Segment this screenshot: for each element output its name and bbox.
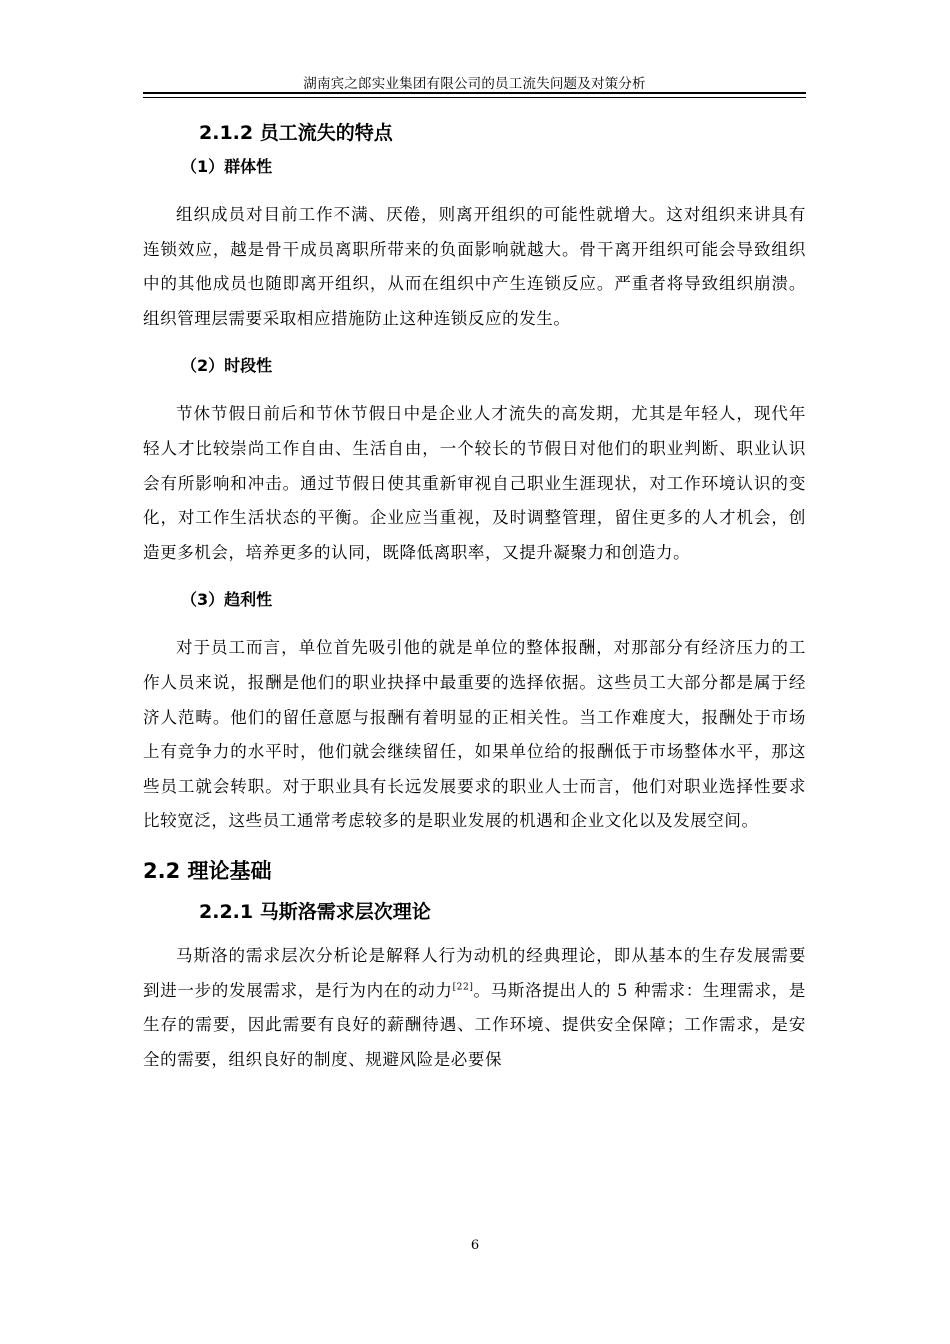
maslow-text-part-2: 。马斯洛提出人的 5 种需求：生理需求，是生存的需要，因此需要有良好的薪酬待遇、工作环境、提供安全保障；工作需求，是安全的需要，组织良好的制度、规避风险是必要保 (143, 980, 806, 1069)
section-heading-2-2: 2.2 理论基础 (143, 858, 272, 883)
maslow-text-part-1: 马斯洛的需求层次分析论是解释人行为动机的经典理论，即从基本的生存发展需要到进一步的发展需求，是行为内在的动力 (143, 945, 806, 1000)
subheading-profit-seeking: （3）趋利性 (181, 590, 273, 610)
paragraph-group-nature: 组织成员对目前工作不满、厌倦，则离开组织的可能性就增大。这对组织来讲具有连锁效应，越是骨干成员离职所带来的负面影响就越大。骨干离开组织可能会导致组织中的其他成员也随即离开组织，从而在组织中产生连锁反应。严重者将导致组织崩溃。组织管理层需要采取相应措施防止这种连锁反应的发生。 (143, 205, 806, 328)
citation-22: [22] (452, 982, 474, 992)
paragraph-maslow (143, 939, 806, 1077)
subheading-time-period: （2）时段性 (181, 356, 273, 376)
header-rule-thin (143, 97, 806, 98)
running-header: 湖南宾之郎实业集团有限公司的员工流失问题及对策分析 (303, 76, 646, 92)
document-body (143, 116, 806, 1077)
subheading-group-nature: （1）群体性 (181, 157, 273, 176)
page-number: 6 (470, 1238, 480, 1253)
paragraph-time-period: 节休节假日前后和节休节假日中是企业人才流失的高发期，尤其是年轻人，现代年轻人才比较崇尚工作自由、生活自由，一个较长的节假日对他们的职业判断、职业认识会有所影响和冲击。通过节假日使其重新审视自己职业生涯现状，对工作环境认识的变化，对工作生活状态的平衡。企业应当重视，及时调整管理，留住更多的人才机会，创造更多机会，培养更多的认同，既降低离职率，又提升凝聚力和创造力。 (143, 404, 806, 562)
header-rule (143, 92, 806, 94)
section-heading-2-2-1: 2.2.1 马斯洛需求层次理论 (199, 900, 431, 923)
paragraph-profit-seeking: 对于员工而言，单位首先吸引他的就是单位的整体报酬，对那部分有经济压力的工作人员来说，报酬是他们的职业抉择中最重要的选择依据。这些员工大部分都是属于经济人范畴。他们的留任意愿与报酬有着明显的正相关性。当工作难度大，报酬处于市场上有竞争力的水平时，他们就会继续留任，如果单位给的报酬低于市场整体水平，那这些员工就会转职。对于职业具有长远发展要求的职业人士而言，他们对职业选择性要求比较宽泛，这些员工通常考虑较多的是职业发展的机遇和企业文化以及发展空间。 (143, 638, 806, 831)
section-heading-2-1-2: 2.1.2 员工流失的特点 (199, 122, 393, 144)
